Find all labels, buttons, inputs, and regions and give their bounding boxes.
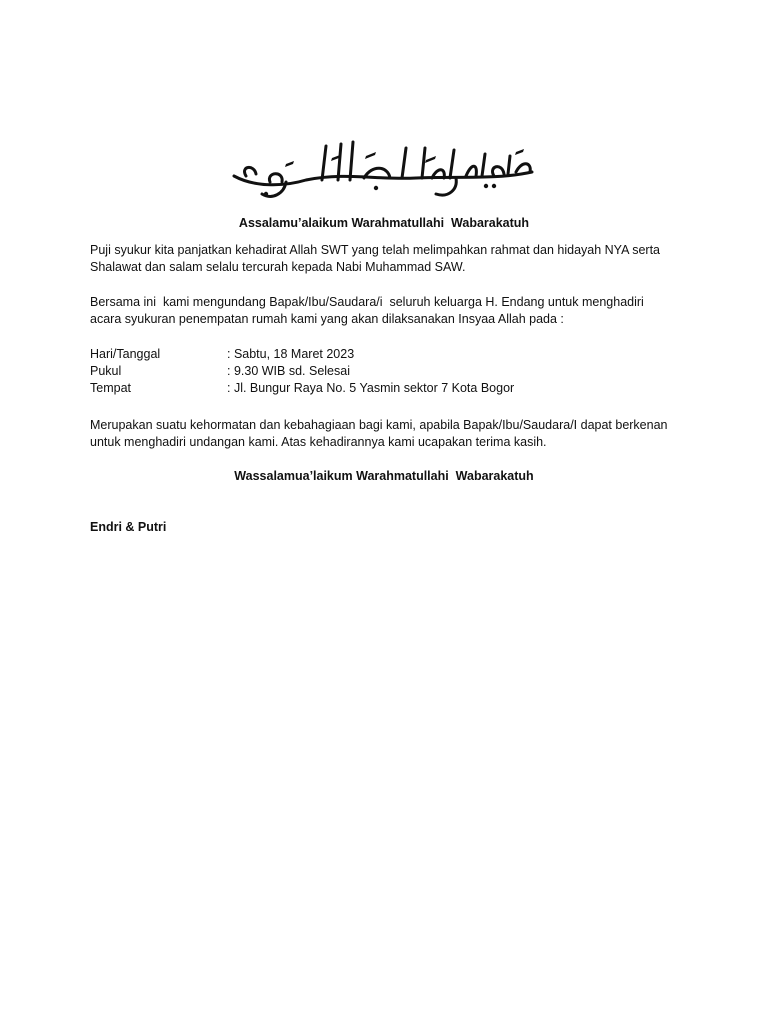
paragraph-invitation bbox=[90, 294, 690, 328]
detail-row-time bbox=[90, 363, 690, 380]
detail-label: Hari/Tanggal bbox=[90, 347, 161, 361]
paragraph-line: Bersama ini kami mengundang Bapak/Ibu/Saudara/i seluruh keluarga H. Endang untuk menghadiri bbox=[90, 295, 644, 309]
detail-value: : 9.30 WIB sd. Selesai bbox=[227, 364, 350, 378]
opening-greeting: Assalamu’alaikum Warahmatullahi Wabarakatuh bbox=[238, 216, 530, 230]
detail-row-date bbox=[90, 346, 690, 363]
detail-value: : Sabtu, 18 Maret 2023 bbox=[227, 347, 355, 361]
paragraph-line: untuk menghadiri undangan kami. Atas kehadirannya kami ucapakan terima kasih. bbox=[90, 435, 547, 449]
event-details bbox=[90, 346, 690, 397]
basmala-calligraphy-graphic bbox=[226, 136, 542, 206]
paragraph-line: Puji syukur kita panjatkan kehadirat Allah SWT yang telah melimpahkan rahmat dan hidayah NYA serta bbox=[90, 243, 660, 257]
paragraph-line: acara syukuran penempatan rumah kami yang akan dilaksanakan Insyaa Allah pada : bbox=[90, 312, 564, 326]
signature: Endri & Putri bbox=[90, 520, 167, 534]
closing-greeting: Wassalamua’laikum Warahmatullahi Wabarakatuh bbox=[234, 469, 534, 483]
paragraph-line: Shalawat dan salam selalu tercurah kepada Nabi Muhammad SAW. bbox=[90, 260, 466, 274]
detail-label: Tempat bbox=[90, 381, 131, 395]
detail-row-place bbox=[90, 380, 690, 397]
paragraph-intro bbox=[90, 242, 690, 276]
detail-label: Pukul bbox=[90, 364, 122, 378]
basmala-calligraphy bbox=[226, 136, 542, 206]
paragraph-line: Merupakan suatu kehormatan dan kebahagiaan bagi kami, apabila Bapak/Ibu/Saudara/I dapat berkenan bbox=[90, 418, 668, 432]
paragraph-closing bbox=[90, 417, 690, 451]
detail-value: : Jl. Bungur Raya No. 5 Yasmin sektor 7 Kota Bogor bbox=[227, 381, 515, 395]
